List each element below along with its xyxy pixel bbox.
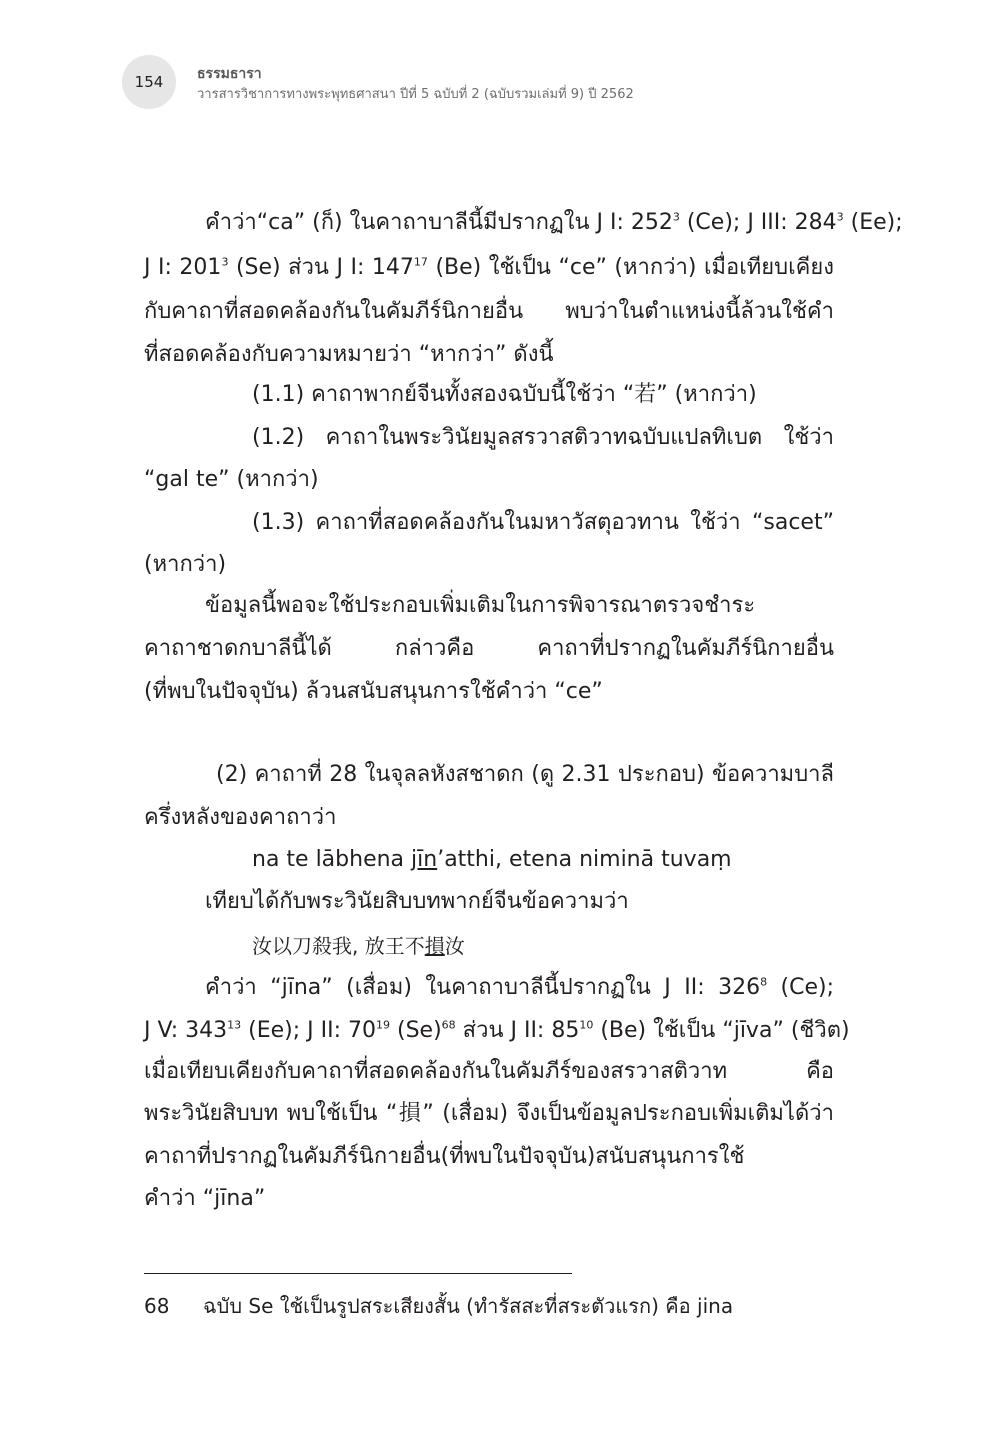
footnote-text: ฉบับ Se ใช้เป็นรูปสระเสียงสั้น (ทำรัสสะที่สระตัวแรก) คือ jina xyxy=(203,1294,734,1318)
footnote-rule xyxy=(144,1273,572,1274)
list-item-1-3-cont: (หากว่า) xyxy=(144,552,227,577)
list-item-1-2: (1.2) คาถาในพระวินัยมูลสรวาสติวาทฉบับแปลทิเบต ใช้ว่า xyxy=(252,425,834,450)
list-item-1-2-cont: “gal te” (หากว่า) xyxy=(144,467,319,492)
paragraph-line: คำว่า“ca” (ก็) ในคาถาบาลีนี้มีปรากฏใน J I: $252^3$ (Ce); J III: $284^3$ (Ee); xyxy=(205,210,903,235)
paragraph-line: ที่สอดคล้องกับความหมายว่า “หากว่า” ดังนี้ xyxy=(144,342,554,367)
paragraph-line: คำว่า “jīna” xyxy=(144,1186,266,1211)
pali-quote: na te lābhena jīn’atthi, etena niminā tuvaṃ xyxy=(252,847,732,872)
paragraph-line: คำว่า “jīna” (เสื่อม) ในคาถาบาลีนี้ปรากฏใน J II: $326^8$ (Ce); xyxy=(205,975,834,1000)
footnote-number: 68 xyxy=(144,1294,170,1318)
paragraph-line: กับคาถาที่สอดคล้องกันในคัมภีร์นิกายอื่น พบว่าในตำแหน่งนี้ล้วนใช้คำ xyxy=(144,299,834,324)
page-number-badge xyxy=(122,55,176,109)
list-item-1-1: (1.1) คาถาพากย์จีนทั้งสองฉบับนี้ใช้ว่า “若” (หากว่า) xyxy=(252,382,757,407)
paragraph-line: (ที่พบในปัจจุบัน) ล้วนสนับสนุนการใช้คำว่า “ce” xyxy=(144,679,603,704)
paragraph-line: ครึ่งหลังของคาถาว่า xyxy=(144,805,337,830)
paragraph-line: คาถาชาดกบาลีนี้ได้ กล่าวคือ คาถาที่ปรากฏในคัมภีร์นิกายอื่น xyxy=(144,636,834,661)
paragraph-line: เทียบได้กับพระวินัยสิบบทพากย์จีนข้อความว่า xyxy=(205,889,629,914)
journal-name: ธรรมธารา xyxy=(197,66,262,82)
paragraph-line: ข้อมูลนี้พอจะใช้ประกอบเพิ่มเติมในการพิจารณาตรวจชำระ xyxy=(205,593,756,618)
paragraph-line: คาถาที่ปรากฏในคัมภีร์นิกายอื่น(ที่พบในปัจจุบัน)สนับสนุนการใช้ xyxy=(144,1144,745,1169)
list-item-1-3: (1.3) คาถาที่สอดคล้องกันในมหาวัสตุอวทาน ใช้ว่า “sacet” xyxy=(252,510,834,535)
page-number: 154 xyxy=(134,73,164,91)
paragraph-line: พระวินัยสิบบท พบใช้เป็น “損” (เสื่อม) จึงเป็นข้อมูลประกอบเพิ่มเติมได้ว่า xyxy=(144,1101,834,1126)
paragraph-line: J V: $343^{13}$ (Ee); J II: $70^{19}$ $(Se)^{68}$ ส่วน J II: $85^{10}$ (Be) ใช้เป็น “jīva” (ชีวิต) xyxy=(144,1018,850,1043)
paragraph-line: เมื่อเทียบเคียงกับคาถาที่สอดคล้องกันในคัมภีร์ของสรวาสติวาท คือ xyxy=(144,1059,834,1084)
paragraph-line: J I: $201^3$ (Se) ส่วน J I: $147^{17}$ (Be) ใช้เป็น “ce” (หากว่า) เมื่อเทียบเคียง xyxy=(144,255,834,280)
journal-subtitle: วารสารวิชาการทางพระพุทธศาสนา ปีที่ 5 ฉบับที่ 2 (ฉบับรวมเล่มที่ 9) ปี 2562 xyxy=(197,87,634,102)
chinese-quote: 汝以刀殺我, 放王不損汝 xyxy=(252,934,465,958)
paragraph-line: (2) คาถาที่ 28 ในจุลลหังสชาดก (ดู 2.31 ประกอบ) ข้อความบาลี xyxy=(216,762,834,787)
